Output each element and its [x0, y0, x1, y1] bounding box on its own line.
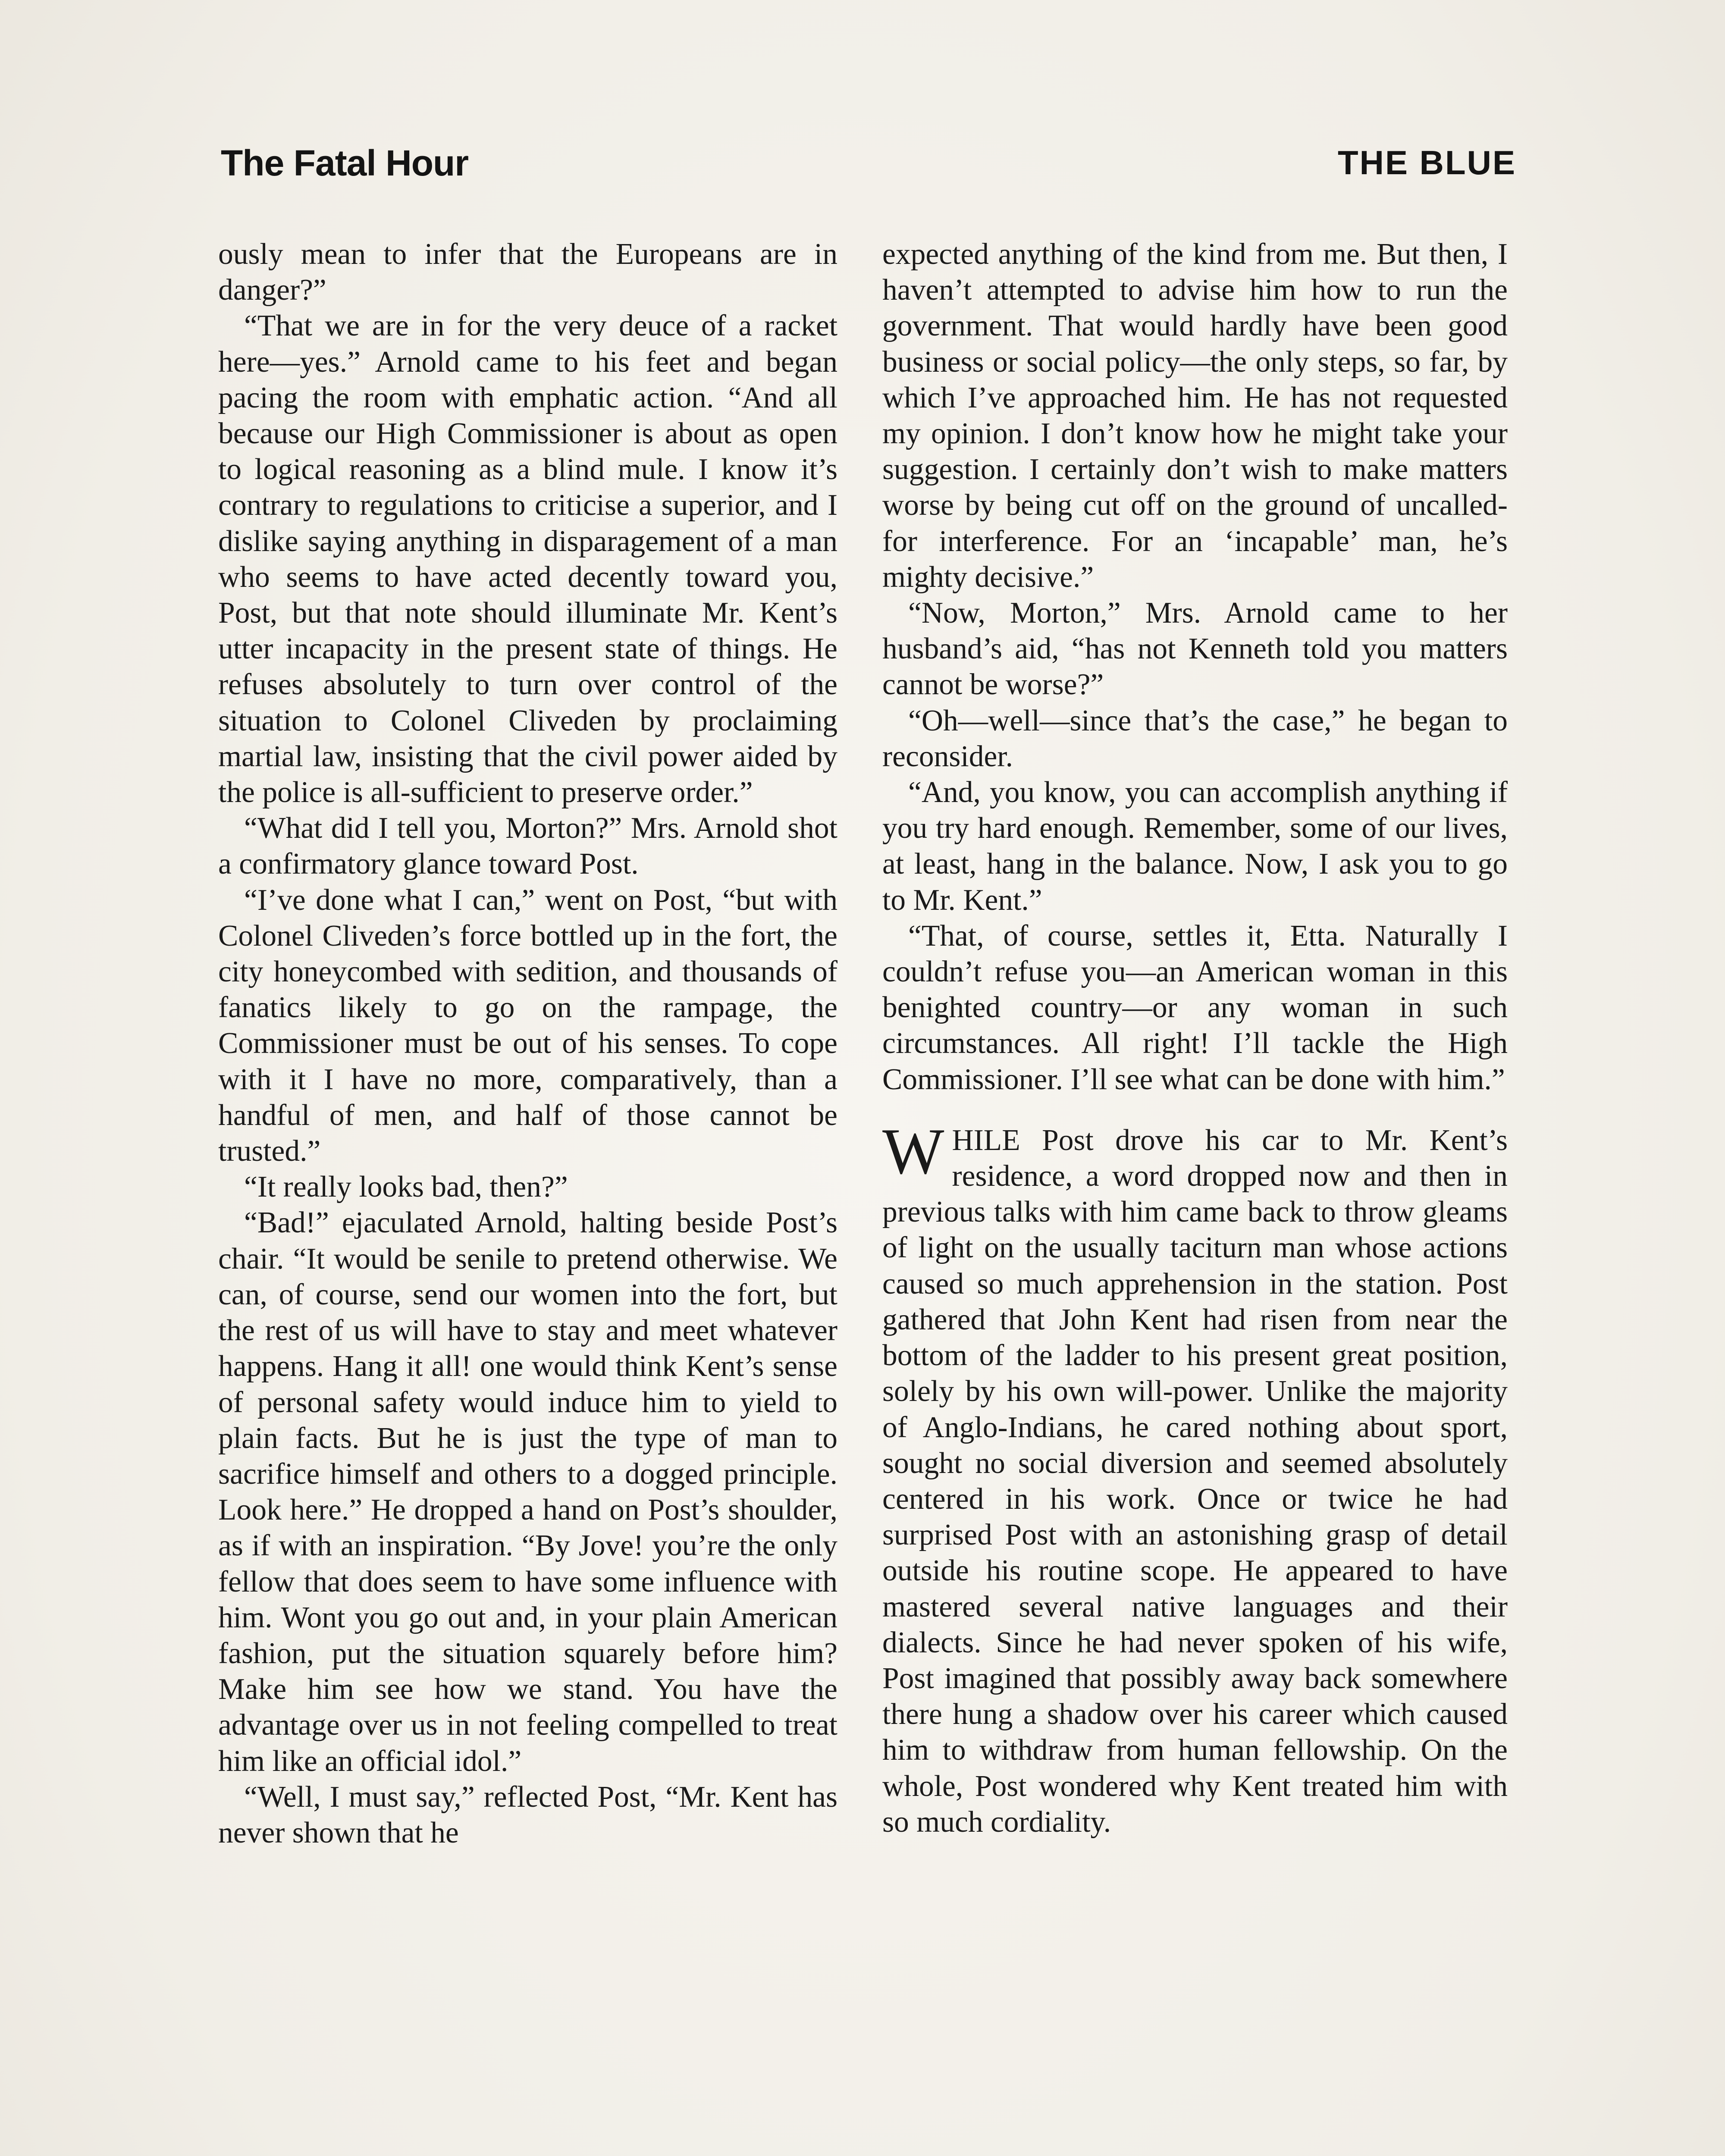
paragraph: “Well, I must say,” reflected Post, “Mr. Kent has never shown that he [218, 1780, 837, 1849]
drop-cap: W [882, 1115, 944, 1188]
paragraph: “I’ve done what I can,” went on Post, “but with Colonel Cliveden’s force bottled up in the fort, the city honeycombed with sedition, and thousands of fanatics likely to go on the rampage, the Commissioner must be out of his senses. To cope with it I have no more, comparatively, than a handful of men, and half of those cannot be trusted.” [218, 883, 837, 1168]
story-title: The Fatal Hour [221, 143, 469, 183]
paragraph: expected anything of the kind from me. But then, I haven’t attempted to advise him how to run the government. That would hardly have been good business or social policy—the only steps, so far, by which I’ve approached him. He has not requested my opinion. I don’t know how he might take your suggestion. I certainly don’t wish to make matters worse by being cut off on the ground of uncalled-for interference. For an ‘incapable’ man, he’s mighty decisive.” [882, 238, 1508, 594]
paragraph: “And, you know, you can accomplish anything if you try hard enough. Remember, some of our lives, at least, hang in the balance. Now, I ask you to go to Mr. Kent.” [882, 776, 1508, 917]
magazine-title: THE BLUE [1338, 144, 1516, 182]
paragraph: “What did I tell you, Morton?” Mrs. Arnold shot a confirmatory glance toward Post. [218, 812, 837, 881]
section-opening-paragraph [882, 1115, 1508, 1840]
section-text: Post drove his car to Mr. Kent’s residence, a word dropped now and then in previous talks with him came back to throw gleams of light on the usually taciturn man whose actions caused so much apprehension in the station. Post gathered that John Kent had risen from near the bottom of the ladder to his present great position, solely by his own will-power. Unlike the majority of Anglo-Indians, he cared nothing about sport, sought no social diversion and seemed absolutely centered in his work. Once or twice he had surprised Post with an astonishing grasp of detail outside his routine scope. He appeared to have mastered several native languages and their dialects. Since he had never spoken of his wife, Post imagined that possibly away back somewhere there hung a shadow over his career which caused him to withdraw from human fellowship. On the whole, Post wondered why Kent treated him with so much cordiality. [882, 1123, 1508, 1839]
paragraph: ously mean to infer that the Europeans are in danger?” [218, 238, 837, 307]
paragraph: “Now, Morton,” Mrs. Arnold came to her husband’s aid, “has not Kenneth told you matters cannot be worse?” [882, 596, 1508, 702]
paragraph: “That we are in for the very deuce of a racket here—yes.” Arnold came to his feet and began pacing the room with emphatic action. “And all because our High Commissioner is about as open to logical reasoning as a blind mule. I know it’s contrary to regulations to criticise a superior, and I dislike saying anything in disparagement of a man who seems to have acted decently toward you, Post, but that note should illuminate Mr. Kent’s utter incapacity in the present state of things. He refuses absolutely to turn over control of the situation to Colonel Cliveden by proclaiming martial law, insisting that the civil power aided by the police is all-sufficient to preserve order.” [218, 309, 837, 809]
paragraph: “Bad!” ejaculated Arnold, halting beside Post’s chair. “It would be senile to pretend otherwise. We can, of course, send our women into the fort, but the rest of us will have to stay and meet whatever happens. Hang it all! one would think Kent’s sense of personal safety would induce him to yield to plain facts. But he is just the type of man to sacrifice himself and others to a dogged principle. Look here.” He dropped a hand on Post’s shoulder, as if with an inspiration. “By Jove! you’re the only fellow that does seem to have some influence with him. Wont you go out and, in your plain American fashion, put the situation squarely before him? Make him see how we stand. You have the advantage over us in not feeling compelled to treat him like an official idol.” [218, 1206, 837, 1778]
small-caps-opening: HILE [952, 1123, 1020, 1157]
left-column [218, 236, 837, 1851]
paragraph: “That, of course, settles it, Etta. Naturally I couldn’t refuse you—an American woman in this benighted country—or any woman in such circumstances. All right! I’ll tackle the High Commissioner. I’ll see what can be done with him.” [882, 919, 1508, 1096]
paragraph: “Oh—well—since that’s the case,” he began to reconsider. [882, 704, 1508, 773]
paragraph: “It really looks bad, then?” [244, 1170, 568, 1204]
right-column [882, 236, 1508, 1840]
